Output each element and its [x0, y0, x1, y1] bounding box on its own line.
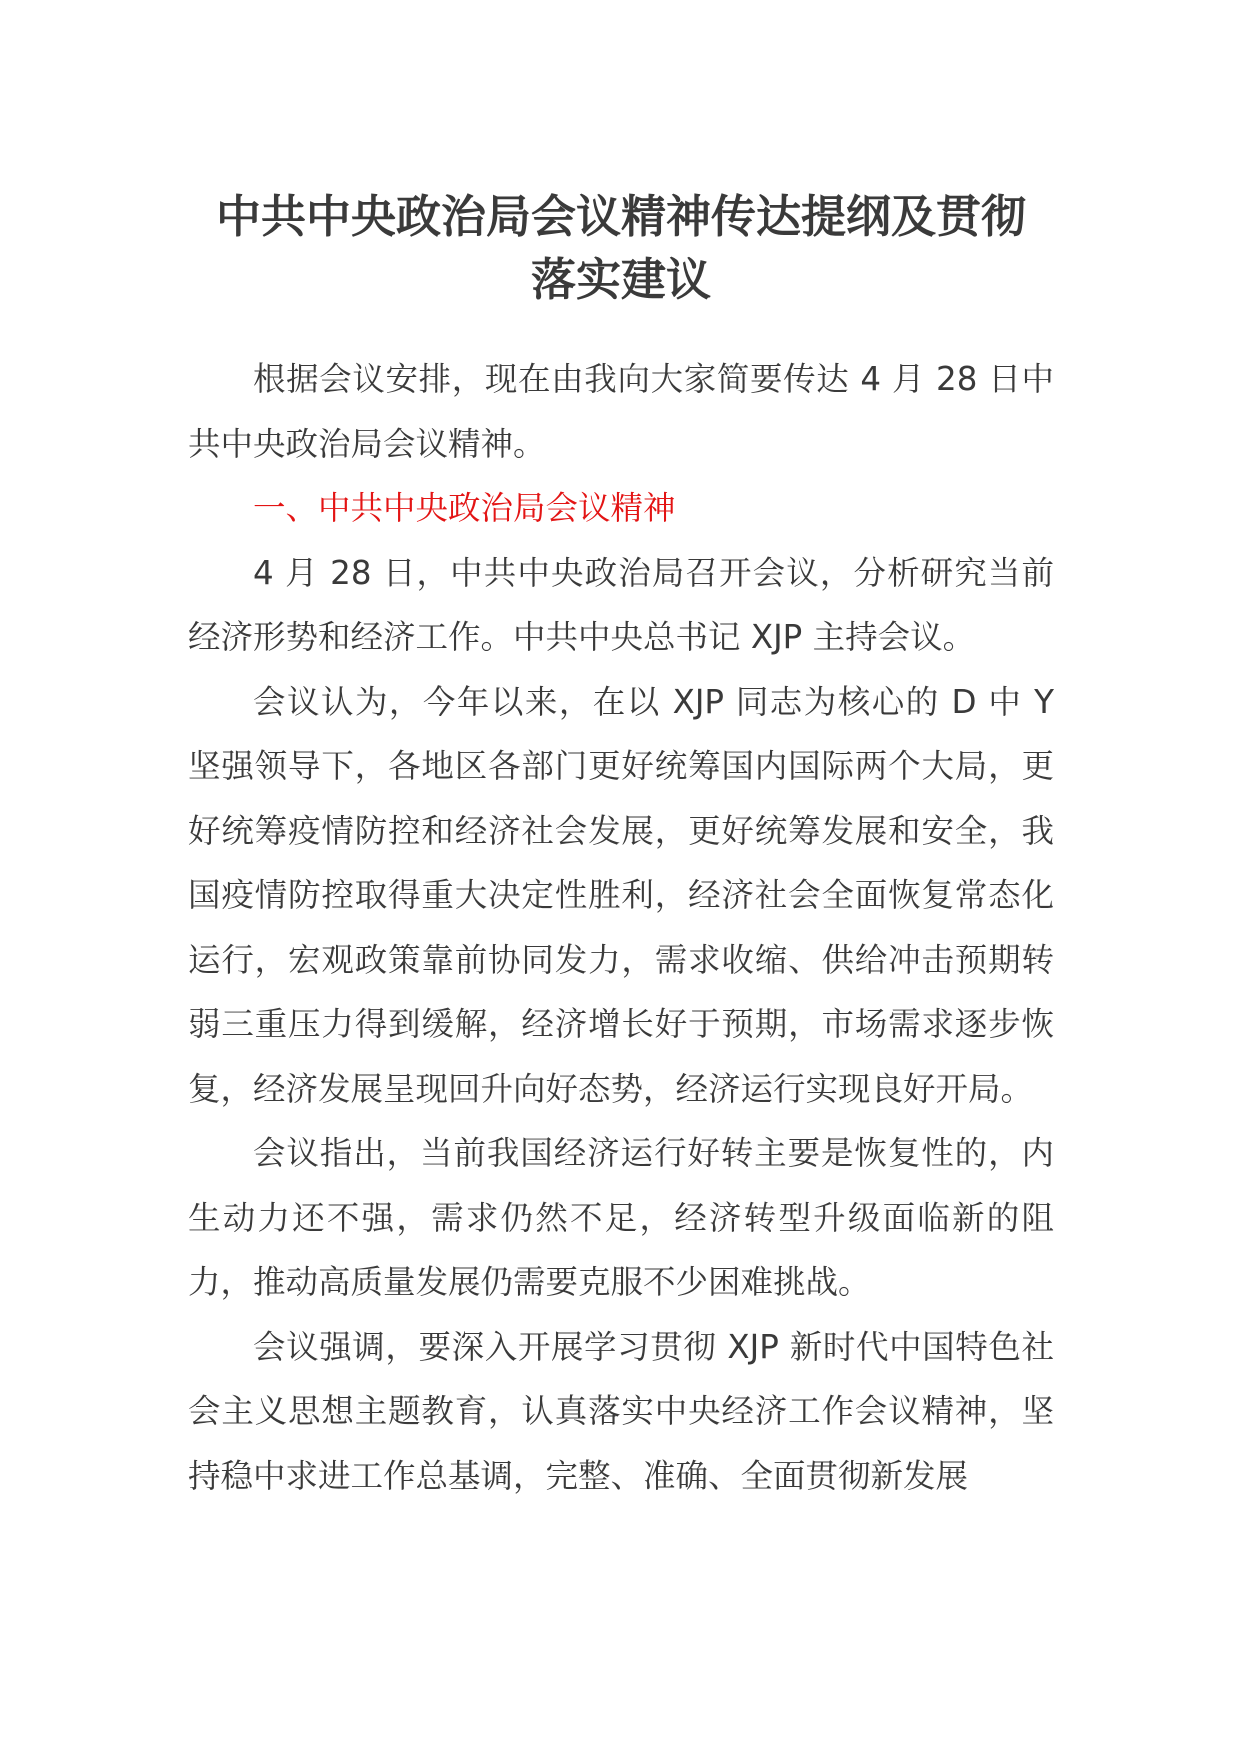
document-title	[188, 185, 1054, 311]
document-body	[188, 347, 1054, 1508]
title-line-2: 落实建议	[530, 253, 711, 306]
document-page	[188, 185, 1054, 1508]
emphasis-paragraph: 会议强调，要深入开展学习贯彻 XJP 新时代中国特色社会主义思想主题教育，认真落实中央经济工作会议精神，坚持稳中求进工作总基调，完整、准确、全面贯彻新发展	[188, 1327, 1054, 1495]
meeting-paragraph: 4 月 28 日，中共中央政治局召开会议，分析研究当前经济形势和经济工作。中共中央总书记 XJP 主持会议。	[188, 553, 1054, 656]
section-heading: 一、中共中央政治局会议精神	[253, 489, 676, 527]
title-line-1: 中共中央政治局会议精神传达提纲及贯彻	[215, 190, 1026, 243]
intro-paragraph: 根据会议安排，现在由我向大家简要传达 4 月 28 日中共中央政治局会议精神。	[188, 360, 1054, 463]
assessment-paragraph: 会议认为，今年以来，在以 XJP 同志为核心的 D 中 Y 坚强领导下，各地区各部门更好统筹国内国际两个大局，更好统筹疫情防控和经济社会发展，更好统筹发展和安全，我国疫情防控取得重大决定性胜利，经济社会全面恢复常态化运行，宏观政策靠前协同发力，需求收缩、供给冲击预期转弱三重压力得到缓解，经济增长好于预期，市场需求逐步恢复，经济发展呈现回升向好态势，经济运行实现良好开局。	[188, 682, 1054, 1108]
analysis-paragraph: 会议指出，当前我国经济运行好转主要是恢复性的，内生动力还不强，需求仍然不足，经济转型升级面临新的阻力，推动高质量发展仍需要克服不少困难挑战。	[188, 1134, 1054, 1301]
